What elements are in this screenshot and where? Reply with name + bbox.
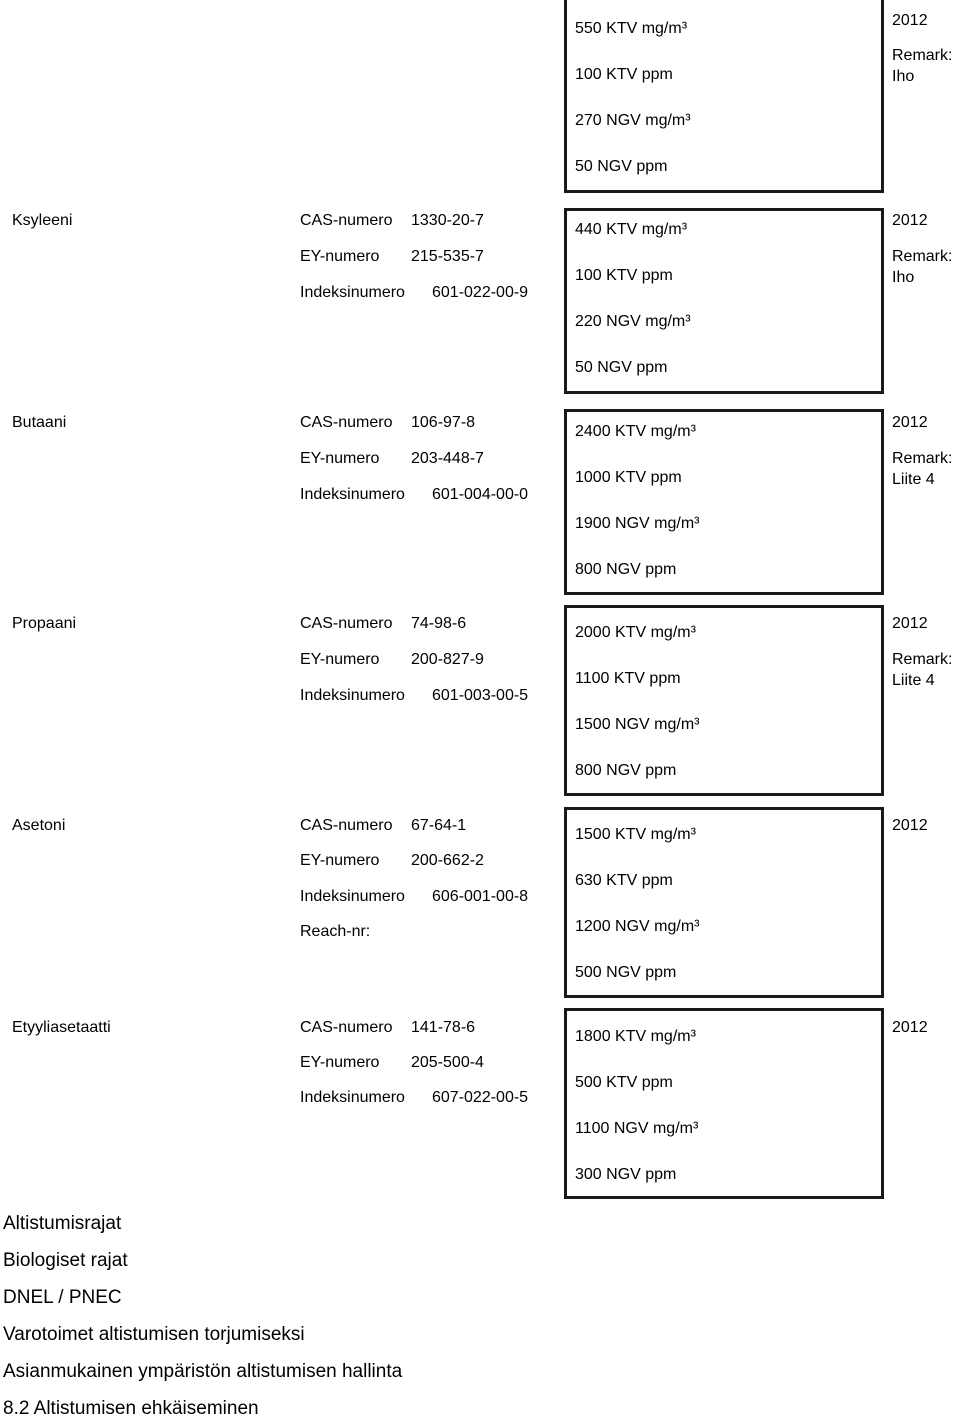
year: 2012: [892, 1019, 928, 1036]
remark-label: Remark:: [892, 248, 953, 265]
ey-label: EY-numero: [300, 852, 380, 869]
substance-name: Butaani: [12, 414, 67, 431]
value-ktv-ppm: 500 KTV ppm: [575, 1074, 673, 1091]
section-heading: Varotoimet altistumisen torjumiseksi: [3, 1324, 305, 1345]
substance-name: Ksyleeni: [12, 212, 73, 229]
remark-value: Liite 4: [892, 471, 935, 488]
cas-label: CAS-numero: [300, 414, 393, 431]
year: 2012: [892, 817, 928, 834]
cas-value: 67-64-1: [411, 817, 467, 834]
ey-label: EY-numero: [300, 450, 380, 467]
year: 2012: [892, 414, 928, 431]
remark-value: Iho: [892, 269, 915, 286]
year: 2012: [892, 212, 928, 229]
cas-value: 141-78-6: [411, 1019, 476, 1036]
remark-label: Remark:: [892, 651, 953, 668]
index-value: 606-001-00-8: [432, 888, 529, 905]
value-ktv-mgm3: 2000 KTV mg/m³: [575, 624, 696, 641]
value-ngv-ppm: 800 NGV ppm: [575, 561, 677, 578]
value-ngv-mgm3: 270 NGV mg/m³: [575, 112, 691, 129]
value-ktv-ppm: 630 KTV ppm: [575, 872, 673, 889]
cas-label: CAS-numero: [300, 817, 393, 834]
ey-label: EY-numero: [300, 1054, 380, 1071]
section-heading: Asianmukainen ympäristön altistumisen hallinta: [3, 1361, 403, 1382]
value-ngv-mgm3: 220 NGV mg/m³: [575, 313, 691, 330]
value-ngv-mgm3: 1500 NGV mg/m³: [575, 716, 700, 733]
value-ngv-mgm3: 1200 NGV mg/m³: [575, 918, 700, 935]
index-label: Indeksinumero: [300, 486, 405, 503]
index-value: 601-004-00-0: [432, 486, 529, 503]
remark-value: Iho: [892, 68, 915, 85]
section-heading: 8.2 Altistumisen ehkäiseminen: [3, 1398, 259, 1419]
substance-name: Asetoni: [12, 817, 66, 834]
value-ktv-ppm: 1100 KTV ppm: [575, 670, 681, 687]
ey-value: 200-662-2: [411, 852, 484, 869]
value-ktv-mgm3: 1500 KTV mg/m³: [575, 826, 696, 843]
index-label: Indeksinumero: [300, 888, 405, 905]
value-ktv-ppm: 100 KTV ppm: [575, 267, 673, 284]
reach-label: Reach-nr:: [300, 923, 371, 940]
year: 2012: [892, 615, 928, 632]
ey-value: 203-448-7: [411, 450, 484, 467]
ey-value: 215-535-7: [411, 248, 484, 265]
value-ngv-ppm: 50 NGV ppm: [575, 158, 668, 175]
index-value: 607-022-00-5: [432, 1089, 529, 1106]
remark-value: Liite 4: [892, 672, 935, 689]
value-ktv-mgm3: 440 KTV mg/m³: [575, 221, 688, 238]
substance-name: Etyyliasetaatti: [12, 1019, 111, 1036]
value-ngv-mgm3: 1100 NGV mg/m³: [575, 1120, 699, 1137]
value-ngv-ppm: 300 NGV ppm: [575, 1166, 677, 1183]
cas-value: 74-98-6: [411, 615, 467, 632]
index-label: Indeksinumero: [300, 1089, 405, 1106]
value-ngv-ppm: 500 NGV ppm: [575, 964, 677, 981]
ey-value: 205-500-4: [411, 1054, 484, 1071]
year: 2012: [892, 12, 928, 29]
value-ktv-ppm: 1000 KTV ppm: [575, 469, 682, 486]
value-ktv-mgm3: 550 KTV mg/m³: [575, 20, 688, 37]
index-value: 601-003-00-5: [432, 687, 529, 704]
value-ktv-mgm3: 1800 KTV mg/m³: [575, 1028, 696, 1045]
index-value: 601-022-00-9: [432, 284, 529, 301]
index-label: Indeksinumero: [300, 284, 405, 301]
value-ktv-mgm3: 2400 KTV mg/m³: [575, 423, 696, 440]
section-heading: Biologiset rajat: [3, 1250, 128, 1271]
cas-value: 106-97-8: [411, 414, 476, 431]
index-label: Indeksinumero: [300, 687, 405, 704]
cas-value: 1330-20-7: [411, 212, 484, 229]
section-heading: Altistumisrajat: [3, 1213, 122, 1234]
ey-label: EY-numero: [300, 248, 380, 265]
substance-name: Propaani: [12, 615, 77, 632]
cas-label: CAS-numero: [300, 212, 393, 229]
ey-value: 200-827-9: [411, 651, 484, 668]
remark-label: Remark:: [892, 450, 953, 467]
ey-label: EY-numero: [300, 651, 380, 668]
value-ngv-ppm: 50 NGV ppm: [575, 359, 668, 376]
remark-label: Remark:: [892, 47, 953, 64]
section-heading: DNEL / PNEC: [3, 1287, 122, 1308]
value-ngv-ppm: 800 NGV ppm: [575, 762, 677, 779]
value-ktv-ppm: 100 KTV ppm: [575, 66, 673, 83]
value-ngv-mgm3: 1900 NGV mg/m³: [575, 515, 700, 532]
cas-label: CAS-numero: [300, 1019, 393, 1036]
cas-label: CAS-numero: [300, 615, 393, 632]
